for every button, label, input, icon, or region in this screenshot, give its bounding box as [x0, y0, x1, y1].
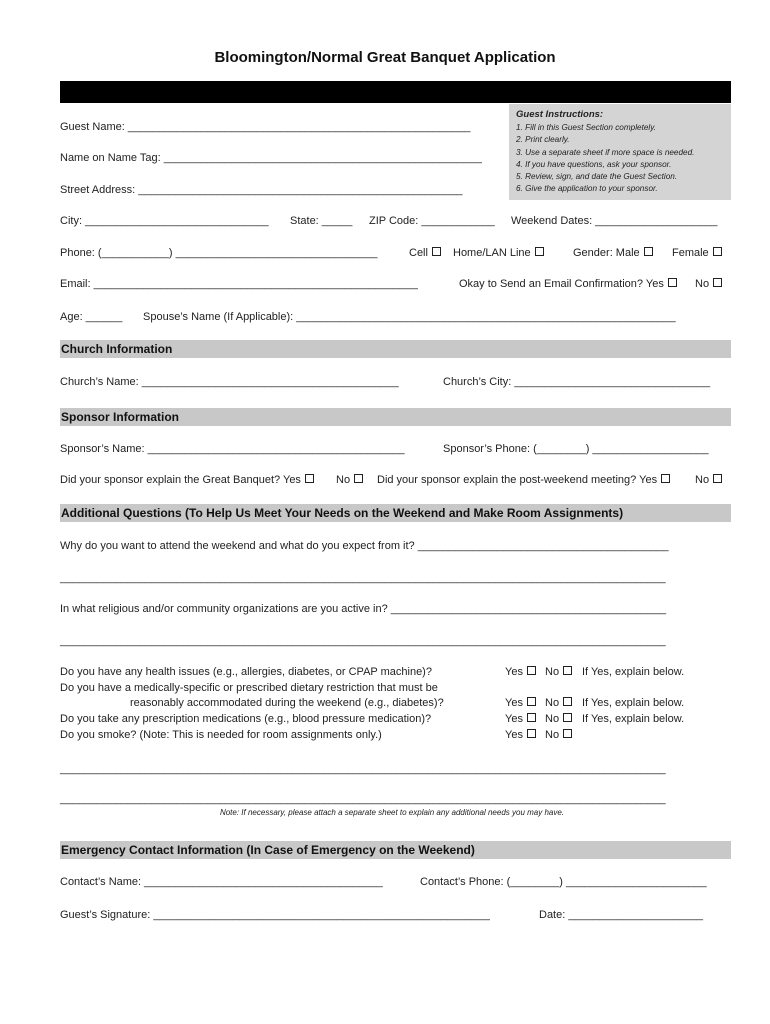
- instruction-item: 5. Review, sign, and date the Guest Section.: [516, 172, 678, 181]
- instructions-heading: Guest Instructions:: [516, 109, 604, 120]
- street-address-field[interactable]: Street Address: _____________________________________________________: [60, 184, 463, 196]
- male-checkbox[interactable]: [644, 247, 653, 256]
- email-confirm-yes-checkbox[interactable]: [668, 278, 677, 287]
- emergency-section-header: [60, 841, 731, 859]
- instruction-item: 1. Fill in this Guest Section completely.: [516, 123, 657, 132]
- guest-name-field[interactable]: Guest Name: ________________________________________________________: [60, 121, 471, 133]
- sponsor-q1-no-checkbox[interactable]: [354, 474, 363, 483]
- church-section-title: Church Information: [61, 342, 173, 356]
- female-checkbox[interactable]: [713, 247, 722, 256]
- cell-checkbox[interactable]: [432, 247, 441, 256]
- additional-questions-header: [60, 504, 731, 522]
- diet-yes-checkbox[interactable]: [527, 697, 536, 706]
- health-yes-checkbox[interactable]: [527, 666, 536, 675]
- email-field[interactable]: Email: _____________________________________________________: [60, 278, 418, 290]
- gender-male-label: Gender: Male: [573, 247, 640, 259]
- sponsor-section-title: Sponsor Information: [61, 410, 179, 424]
- diet-no-checkbox[interactable]: [563, 697, 572, 706]
- health-yes[interactable]: [505, 666, 536, 678]
- zip-field[interactable]: ZIP Code: ____________: [369, 215, 495, 227]
- female-label: Female: [672, 247, 709, 259]
- health-no-checkbox[interactable]: [563, 666, 572, 675]
- meds-yes-checkbox[interactable]: [527, 713, 536, 722]
- smoke-question: Do you smoke? (Note: This is needed for room assignments only.): [60, 729, 382, 741]
- sponsor-q1-no-label: No: [336, 474, 351, 486]
- meds-explain-note: If Yes, explain below.: [582, 713, 685, 725]
- gender-male-option[interactable]: [573, 247, 653, 259]
- meds-yes-label: Yes: [505, 713, 523, 725]
- sponsor-q1-yes[interactable]: [60, 474, 314, 486]
- meds-yes[interactable]: [505, 713, 536, 725]
- health-no[interactable]: [545, 666, 572, 678]
- smoke-no-label: No: [545, 729, 560, 741]
- diet-yes[interactable]: [505, 697, 536, 709]
- weekend-dates-field[interactable]: Weekend Dates: ____________________: [511, 215, 718, 227]
- email-confirm-yes[interactable]: [459, 278, 677, 290]
- answer-line[interactable]: ___________________________________________________________________________________________________: [60, 763, 666, 775]
- church-section-header: [60, 340, 731, 358]
- diet-question-line1: Do you have a medically-specific or prescribed dietary restriction that must be: [60, 682, 438, 694]
- email-confirm-label: Okay to Send an Email Confirmation? Yes: [459, 278, 664, 290]
- emergency-section-title: Emergency Contact Information (In Case of Emergency on the Weekend): [61, 843, 475, 857]
- instruction-item: 4. If you have questions, ask your sponsor.: [516, 160, 672, 169]
- email-confirm-no[interactable]: [695, 278, 722, 290]
- state-field[interactable]: State: _____: [290, 215, 353, 227]
- health-question: Do you have any health issues (e.g., allergies, diabetes, or CPAP machine)?: [60, 666, 432, 678]
- home-lan-label: Home/LAN Line: [453, 247, 531, 259]
- health-explain-note: If Yes, explain below.: [582, 666, 685, 678]
- smoke-yes[interactable]: [505, 729, 536, 741]
- contact-phone-field[interactable]: Contact’s Phone: (________) _______________________: [420, 876, 707, 888]
- cell-option[interactable]: [409, 247, 441, 259]
- date-field[interactable]: Date: ______________________: [539, 909, 703, 921]
- sponsor-q2-no-label: No: [695, 474, 710, 486]
- sponsor-q2-no-checkbox[interactable]: [713, 474, 722, 483]
- title-divider-bar: [60, 81, 731, 103]
- diet-question-line2: reasonably accommodated during the weekend (e.g., diabetes)?: [130, 697, 444, 709]
- email-confirm-no-label: No: [695, 278, 710, 290]
- sponsor-q2-label: Did your sponsor explain the post-weekend meeting? Yes: [377, 474, 658, 486]
- diet-explain-note: If Yes, explain below.: [582, 697, 685, 709]
- why-attend-field[interactable]: Why do you want to attend the weekend and what do you expect from it? _________________________________________: [60, 540, 669, 552]
- spouse-name-field[interactable]: Spouse’s Name (If Applicable): ______________________________________________________________: [143, 311, 676, 323]
- home-lan-checkbox[interactable]: [535, 247, 544, 256]
- gender-female-option[interactable]: [672, 247, 722, 259]
- city-field[interactable]: City: ______________________________: [60, 215, 269, 227]
- email-confirm-no-checkbox[interactable]: [713, 278, 722, 287]
- form-title: Bloomington/Normal Great Banquet Application: [214, 49, 556, 66]
- contact-name-field[interactable]: Contact’s Name: _______________________________________: [60, 876, 383, 888]
- smoke-no-checkbox[interactable]: [563, 729, 572, 738]
- guest-instructions-box: [509, 104, 731, 200]
- attachment-note: Note: If necessary, please attach a separate sheet to explain any additional needs you may have.: [219, 808, 565, 817]
- age-field[interactable]: Age: ______: [60, 311, 123, 323]
- meds-no-label: No: [545, 713, 560, 725]
- sponsor-name-field[interactable]: Sponsor’s Name: __________________________________________: [60, 443, 405, 455]
- meds-no-checkbox[interactable]: [563, 713, 572, 722]
- diet-yes-label: Yes: [505, 697, 523, 709]
- name-tag-field[interactable]: Name on Name Tag: ____________________________________________________: [60, 152, 482, 164]
- sponsor-q2-yes-checkbox[interactable]: [661, 474, 670, 483]
- instruction-item: 3. Use a separate sheet if more space is needed.: [516, 148, 695, 157]
- church-city-field[interactable]: Church’s City: ________________________________: [443, 376, 711, 388]
- cell-label: Cell: [409, 247, 428, 259]
- guest-signature-field[interactable]: Guest’s Signature: _______________________________________________________: [60, 909, 490, 921]
- church-name-field[interactable]: Church’s Name: __________________________________________: [60, 376, 399, 388]
- sponsor-q2-no[interactable]: [695, 474, 722, 486]
- smoke-yes-checkbox[interactable]: [527, 729, 536, 738]
- sponsor-section-header: [60, 408, 731, 426]
- diet-no[interactable]: [545, 697, 572, 709]
- smoke-yes-label: Yes: [505, 729, 523, 741]
- health-no-label: No: [545, 666, 560, 678]
- meds-no[interactable]: [545, 713, 572, 725]
- sponsor-q2-yes[interactable]: [377, 474, 670, 486]
- instruction-item: 6. Give the application to your sponsor.: [516, 184, 658, 193]
- medications-question: Do you take any prescription medications (e.g., blood pressure medication)?: [60, 713, 432, 725]
- diet-no-label: No: [545, 697, 560, 709]
- additional-questions-title: Additional Questions (To Help Us Meet Your Needs on the Weekend and Make Room Assignments): [61, 506, 624, 520]
- answer-line[interactable]: ___________________________________________________________________________________________________: [60, 572, 666, 584]
- sponsor-q1-label: Did your sponsor explain the Great Banquet? Yes: [60, 474, 301, 486]
- home-lan-option[interactable]: [453, 247, 544, 259]
- sponsor-q1-yes-checkbox[interactable]: [305, 474, 314, 483]
- phone-field[interactable]: Phone: (___________) _________________________________: [60, 247, 378, 259]
- instruction-item: 2. Print clearly.: [516, 135, 570, 144]
- sponsor-phone-field[interactable]: Sponsor’s Phone: (________) ___________________: [443, 443, 709, 455]
- organizations-field[interactable]: In what religious and/or community organizations are you active in? _____________________________________________: [60, 603, 667, 615]
- smoke-no[interactable]: [545, 729, 572, 741]
- answer-line[interactable]: ___________________________________________________________________________________________________: [60, 635, 666, 647]
- answer-line[interactable]: ___________________________________________________________________________________________________: [60, 793, 666, 805]
- health-yes-label: Yes: [505, 666, 523, 678]
- sponsor-q1-no[interactable]: [336, 474, 363, 486]
